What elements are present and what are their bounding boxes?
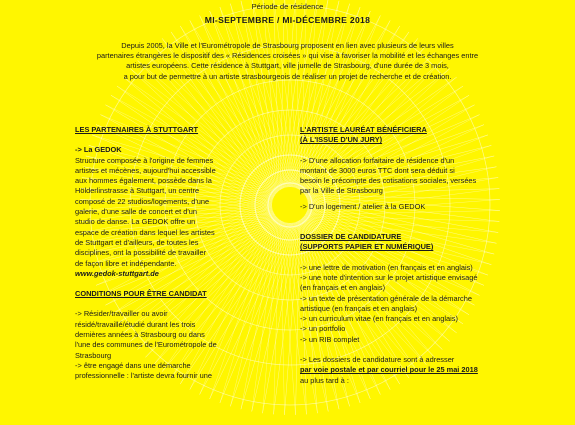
condition-line: professionnelle : l'artiste devra fournir une [75, 371, 212, 381]
gedok-line: disciplines, ont la possibilité de travailler [75, 248, 207, 258]
gedok-heading: -> La GEDOK [75, 145, 122, 155]
send-deadline: par voie postale et par courriel pour le 25 mai 2018 [300, 365, 478, 375]
laureate-line: par la Ville de Strasbourg [300, 186, 383, 196]
gedok-line: Hölderlinstrasse à Stuttgart, un centre [75, 186, 200, 196]
residence-period-label: Période de résidence [251, 2, 324, 11]
intro-line: a pour but de permettre à un artiste strasbourgeois de réaliser un projet de recherche et de création. [123, 71, 452, 81]
dossier-heading: DOSSIER DE CANDIDATURE [300, 232, 402, 242]
dossier-line: -> un texte de présentation générale de la démarche [300, 293, 472, 303]
gedok-line: galerie, d'une salle de concert et d'un [75, 207, 197, 217]
dossier-line: -> une lettre de motivation (en français et en anglais) [300, 262, 473, 272]
laureate-subheading: (À L'ISSUE D'UN JURY) [300, 135, 383, 145]
left-column [75, 125, 285, 382]
condition-line: l'une des communes de l'Eurométropole de [75, 340, 217, 350]
right-column [300, 125, 540, 386]
partners-heading: LES PARTENAIRES À STUTTGART [75, 125, 199, 134]
intro-paragraph [60, 41, 515, 82]
laureate-line: montant de 3000 euros TTC dont sera déduit si [300, 165, 455, 175]
dossier-subheading: (SUPPORTS PAPIER ET NUMÉRIQUE) [300, 242, 434, 252]
gedok-line: de Stuttgart et d'ailleurs, de toutes les [75, 237, 199, 247]
condition-line: résidé/travaillé/étudié durant les trois [75, 319, 196, 329]
dossier-line: -> un curriculum vitae (en français et en anglais) [300, 314, 458, 324]
condition-line: -> être engagé dans une démarche [75, 360, 191, 370]
gedok-line: aux hommes également, possède dans la [75, 176, 212, 186]
condition-line: dernières années à Strasbourg ou dans [75, 330, 205, 340]
intro-line: Depuis 2005, la Ville et l'Eurométropole de Strasbourg proposent en lien avec plusieurs de leurs villes [121, 41, 454, 50]
gedok-line: studio de danse. La GEDOK offre un [75, 217, 196, 227]
dossier-line: artistique (en français et en anglais) [300, 303, 418, 313]
dossier-line: -> une note d'intention sur le projet artistique envisagé [300, 272, 478, 282]
dossier-line: -> un RIB complet [300, 334, 360, 344]
dossier-line: (en français et en anglais) [300, 283, 386, 293]
gedok-line: composé de 22 studios/logements, d'une [75, 196, 210, 206]
gedok-line: espace de création dans lequel les artistes [75, 227, 215, 237]
send-line: au plus tard à : [300, 375, 349, 385]
residence-dates: MI-SEPTEMBRE / MI-DÉCEMBRE 2018 [204, 15, 371, 25]
gedok-line: Structure composée à l'origine de femmes [75, 155, 214, 165]
gedok-website-link[interactable]: www.gedok-stuttgart.de [75, 268, 159, 278]
laureate-housing: -> D'un logement / atelier à la GEDOK [300, 201, 426, 211]
laureate-line: -> D'une allocation forfaitaire de résidence d'un [300, 155, 455, 165]
gedok-line: artistes et mécènes, aujourd'hui accessible [75, 165, 216, 175]
intro-line: artistes européens. Cette résidence à Stuttgart, ville jumelle de Strasbourg, d'une durée de 3 mois, [126, 61, 449, 71]
laureate-heading: L'ARTISTE LAURÉAT BÉNÉFICIERA [300, 125, 427, 134]
conditions-heading: CONDITIONS POUR ÊTRE CANDIDAT [75, 289, 207, 299]
laureate-line: besoin le précompte des cotisations sociales, versées [300, 176, 477, 186]
send-line: -> Les dossiers de candidature sont à adresser [300, 355, 455, 365]
gedok-line: de façon libre et indépendante. [75, 258, 177, 268]
dossier-line: -> un portfolio [300, 324, 346, 334]
intro-line: partenaires étrangères le dispositif des « Résidences croisées » qui vise à favoriser la mobilité et les échanges entre [96, 51, 479, 61]
condition-line: Strasbourg [75, 350, 112, 360]
condition-line: -> Résider/travailler ou avoir [75, 309, 168, 319]
